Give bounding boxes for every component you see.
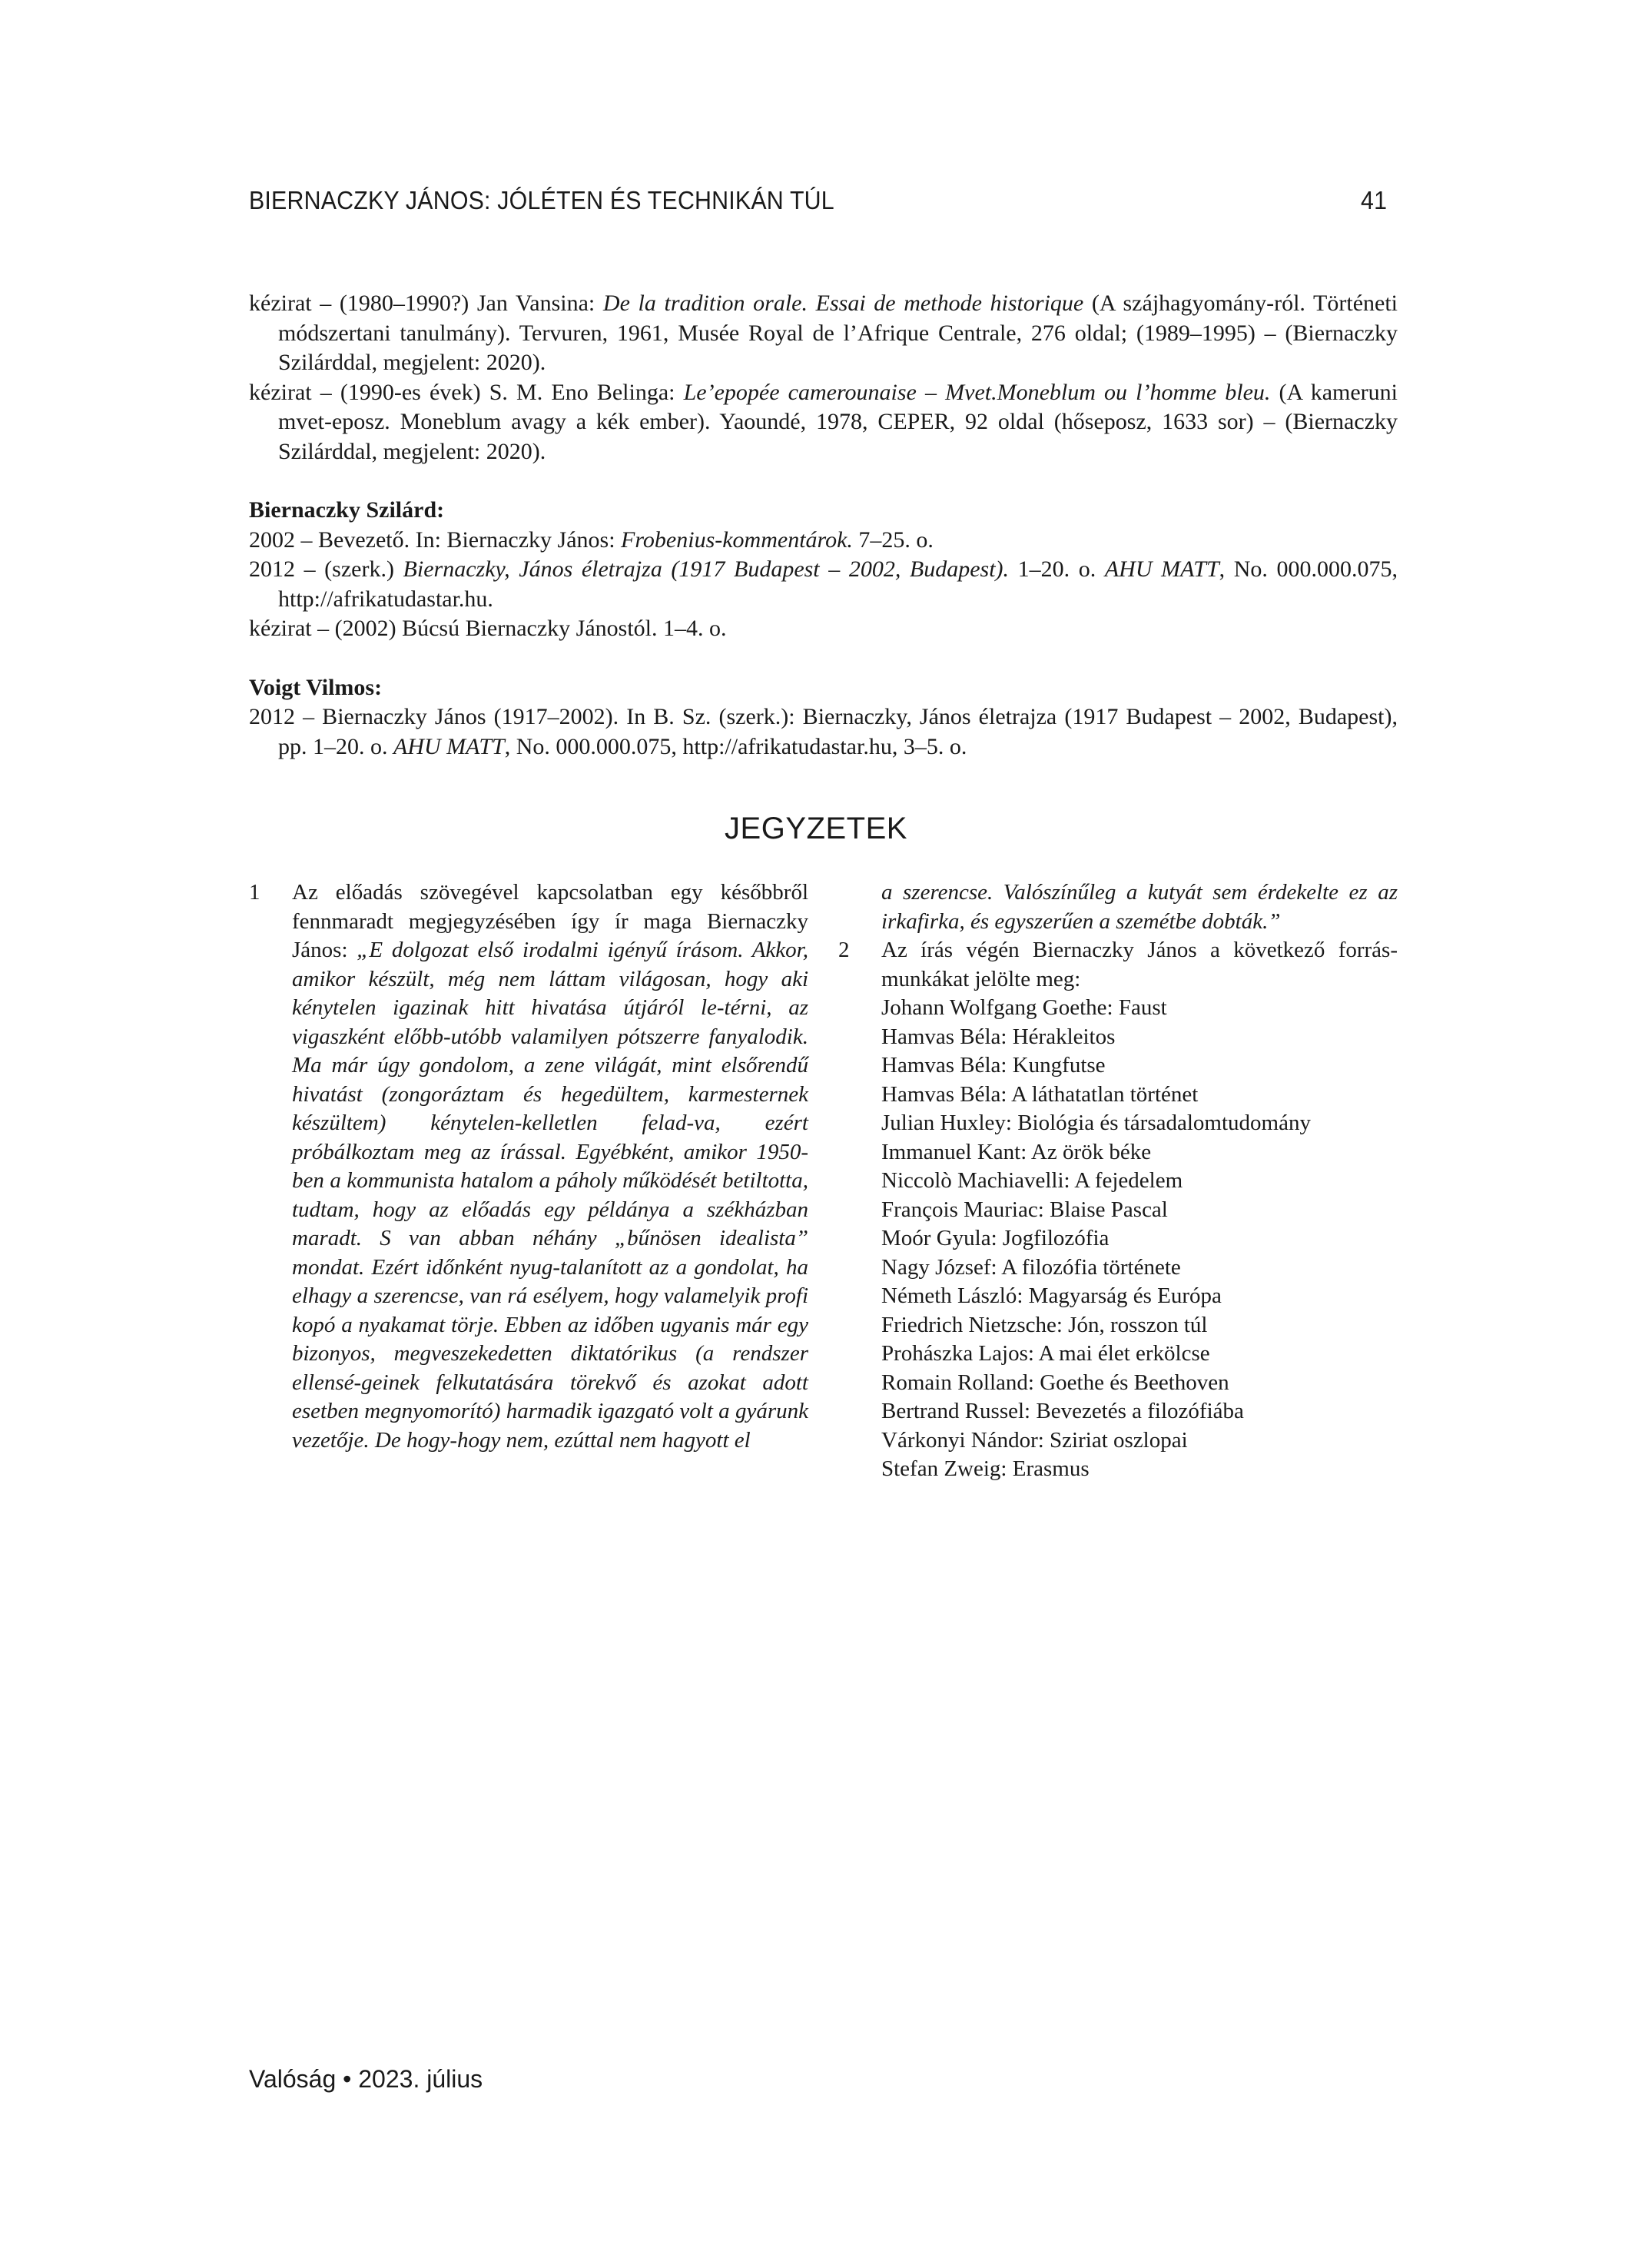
page-footer: Valóság • 2023. július [249, 2065, 483, 2093]
reference-entry [249, 702, 1398, 762]
note-number: 2 [838, 938, 850, 962]
reference-text: kézirat – (1990-es évek) S. M. Eno Belinga: [249, 379, 684, 405]
reference-text: 7–25. o. [852, 526, 934, 553]
reference-series: AHU MATT [1104, 556, 1219, 582]
reference-author: Voigt Vilmos: [249, 674, 383, 700]
running-title: BIERNACZKY JÁNOS: JÓLÉTEN ÉS TECHNIKÁN TÚL [249, 186, 834, 214]
reference-title: Biernaczky, János életrajza (1917 Budapest – 2002, Budapest). [403, 556, 1010, 582]
note-quote: a szerencse. Valószínűleg a kutyát sem érdekelte ez az irkafirka, és egyszerűen a szemétbe dobták.” [881, 880, 1398, 934]
section-title: JEGYZETEK [725, 812, 907, 845]
reference-entry [249, 526, 1398, 556]
reference-text: 2012 – (szerk.) [249, 556, 403, 582]
source-item: Nagy József: A filozófia története [881, 1254, 1181, 1280]
reference-entry [249, 614, 1398, 644]
source-item: Johann Wolfgang Goethe: Faust [881, 995, 1167, 1020]
reference-series: AHU MATT [393, 733, 505, 759]
source-list [881, 994, 1398, 1484]
note-number: 1 [249, 880, 260, 905]
source-item: Hamvas Béla: A láthatatlan történet [881, 1081, 1199, 1107]
page-number: 41 [1361, 186, 1388, 214]
notes-column-left [249, 878, 808, 1484]
reference-title: Le’epopée camerounaise – Mvet.Moneblum ou l’homme bleu. [683, 379, 1271, 405]
source-item: Bertrand Russel: Bevezetés a filozófiába [881, 1399, 1244, 1423]
reference-text: kézirat – (1980–1990?) Jan Vansina: [249, 291, 603, 316]
reference-title: De la tradition orale. Essai de methode historique [602, 291, 1084, 316]
reference-text: (A szájhagyomány-ról. Történeti módszertani tanulmány). Tervuren, 1961, Musée Royal de l’Afrique Centrale, 276 oldal; (1989–1995) – (Biernaczky Szilárddal, megjelent: 2020). [278, 291, 1398, 375]
reference-title: Frobenius-kommentárok. [621, 526, 853, 553]
reference-text: , No. 000.000.075, http://afrikatudastar.hu, 3–5. o. [504, 733, 967, 759]
reference-entry [249, 555, 1398, 614]
note-2 [838, 936, 1398, 1484]
source-item: Niccolò Machiavelli: A fejedelem [881, 1168, 1183, 1193]
reference-text: , No. 000.000.075, http://afrikatudastar.hu. [278, 556, 1398, 612]
notes-column-right [838, 878, 1398, 1484]
source-item: Friedrich Nietzsche: Jón, rosszon túl [881, 1312, 1208, 1337]
note-1 [249, 878, 808, 1455]
notes-columns [249, 878, 1398, 1484]
running-header [249, 186, 1388, 215]
source-item: Immanuel Kant: Az örök béke [881, 1139, 1152, 1164]
source-item: François Mauriac: Blaise Pascal [881, 1197, 1168, 1222]
source-item: Hamvas Béla: Hérakleitos [881, 1024, 1116, 1049]
source-item: Prohászka Lajos: A mai élet erkölcse [881, 1341, 1210, 1366]
reference-text: 2012 – Biernaczky János (1917–2002). In B. Sz. (szerk.): Biernaczky, János életrajza (1917 Budapest – 2002, Budapest), pp. 1–20. o. [249, 704, 1398, 759]
source-item: Németh László: Magyarság és Európa [881, 1283, 1222, 1308]
source-item: Romain Rolland: Goethe és Beethoven [881, 1370, 1229, 1395]
source-item: Stefan Zweig: Erasmus [881, 1456, 1090, 1481]
reference-text: 1–20. o. [1009, 556, 1105, 582]
reference-author: Biernaczky Szilárd: [249, 497, 445, 523]
reference-text: 2002 – Bevezető. In: Biernaczky János: [249, 526, 622, 553]
source-item: Moór Gyula: Jogfilozófia [881, 1226, 1110, 1250]
reference-text: (A kameruni mvet-eposz. Moneblum avagy a kék ember). Yaoundé, 1978, CEPER, 92 oldal (hőseposz, 1633 sor) – (Biernaczky Szilárddal, megjelent: 2020). [278, 379, 1398, 464]
note-text: Az előadás szövegével kapcsolatban egy későbbről fennmaradt megjegyzésében így ír maga Biernaczky János: [292, 880, 808, 962]
note-text: Az írás végén Biernaczky János a következő forrás-munkákat jelölte meg: [881, 938, 1398, 991]
source-item: Várkonyi Nándor: Sziriat oszlopai [881, 1427, 1188, 1453]
note-quote: „E dolgozat első irodalmi igényű írásom. Akkor, amikor készült, még nem láttam világosan, hogy aki kénytelen igazinak hitt hivatása útjáról le-térni, az vigaszként előbb-utóbb valamilyen pótszerre fanyalodik. Ma már úgy gondolom, a zene világát, mint elsőrendű hivatást (zongoráztam és hegedültem, karmesternek készültem) kénytelen-kelletlen felad-va, ezért próbálkoztam meg az írással. Egyébként, amikor 1950-ben a kommunista hatalom a páholy működését betiltotta, tudtam, hogy az előadás egy példánya a székházban maradt. S van abban néhány „bűnösen idealista” mondat. Ezért időnként nyug-talanított az a gondolat, ha elhagy a szerencse, van rá esélyem, hogy valamelyik profi kopó a nyakamat törje. Ebben az időben ugyanis már egy bizonyos, megveszekedetten diktatórikus (a rendszer ellensé-geinek felkutatására törekvő és azokat adott esetben megnyomorító) harmadik igazgató volt a gyárunk vezetője. De hogy-hogy nem, ezúttal nem hagyott el [292, 938, 808, 1453]
source-item: Hamvas Béla: Kungfutse [881, 1053, 1106, 1078]
reference-entry [249, 289, 1398, 378]
note-1-continued [838, 878, 1398, 936]
source-item: Julian Huxley: Biológia és társadalomtudomány [881, 1111, 1311, 1135]
reference-entry [249, 378, 1398, 467]
bibliography [249, 289, 1398, 762]
reference-text: kézirat – (2002) Búcsú Biernaczky Jánostól. 1–4. o. [249, 616, 727, 641]
